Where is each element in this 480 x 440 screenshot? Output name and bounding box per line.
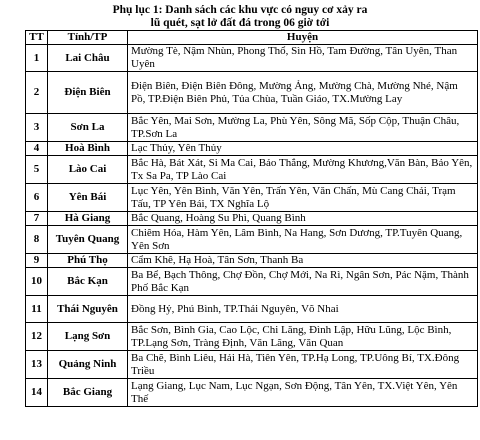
province-name: Bắc Kạn — [48, 268, 128, 296]
row-number: 10 — [26, 268, 48, 296]
table-row — [26, 72, 478, 114]
row-number: 12 — [26, 323, 48, 351]
row-number: 3 — [26, 114, 48, 142]
header-tinh: Tỉnh/TP — [48, 31, 128, 45]
table-row — [26, 184, 478, 212]
table-row — [26, 323, 478, 351]
province-name: Lai Châu — [48, 45, 128, 72]
table-row — [26, 254, 478, 268]
district-list: Bắc Hà, Bát Xát, Si Ma Cai, Bảo Thắng, Mường Khương,Văn Bàn, Bảo Yên, Tx Sa Pa, TP Lào Cai — [128, 156, 478, 184]
row-number: 4 — [26, 142, 48, 156]
district-list: Bắc Quang, Hoàng Su Phì, Quang Bình — [128, 212, 478, 226]
row-number: 1 — [26, 45, 48, 72]
province-name: Hoà Bình — [48, 142, 128, 156]
province-name: Lào Cai — [48, 156, 128, 184]
table-row — [26, 156, 478, 184]
row-number: 11 — [26, 296, 48, 323]
row-number: 2 — [26, 72, 48, 114]
table-row — [26, 142, 478, 156]
district-list: Đồng Hỷ, Phú Bình, TP.Thái Nguyên, Võ Nhai — [128, 296, 478, 323]
header-huyen: Huyện — [128, 31, 478, 45]
province-name: Phú Thọ — [48, 254, 128, 268]
row-number: 6 — [26, 184, 48, 212]
risk-area-table — [25, 30, 478, 407]
table-row — [26, 226, 478, 254]
table-row — [26, 296, 478, 323]
province-name: Lạng Sơn — [48, 323, 128, 351]
district-list: Ba Chẽ, Bình Liêu, Hải Hà, Tiên Yên, TP.Hạ Long, TP.Uông Bí, TX.Đông Triều — [128, 351, 478, 379]
province-name: Tuyên Quang — [48, 226, 128, 254]
district-list: Điện Biên, Điện Biên Đông, Mường Ảng, Mường Chà, Mường Nhé, Nậm Pồ, TP.Điện Biên Phủ, Tủa Chùa, Tuần Giáo, TX.Mường Lay — [128, 72, 478, 114]
table-row — [26, 379, 478, 407]
row-number: 9 — [26, 254, 48, 268]
district-list: Ba Bể, Bạch Thông, Chợ Đồn, Chợ Mới, Na Rì, Ngân Sơn, Pác Nặm, Thành Phố Bắc Kạn — [128, 268, 478, 296]
province-name: Quảng Ninh — [48, 351, 128, 379]
document-title — [0, 0, 480, 27]
row-number: 13 — [26, 351, 48, 379]
district-list: Lạc Thủy, Yên Thủy — [128, 142, 478, 156]
province-name: Sơn La — [48, 114, 128, 142]
row-number: 14 — [26, 379, 48, 407]
district-list: Bắc Yên, Mai Sơn, Mường La, Phù Yên, Sông Mã, Sốp Cộp, Thuận Châu, TP.Sơn La — [128, 114, 478, 142]
province-name: Yên Bái — [48, 184, 128, 212]
table-row — [26, 268, 478, 296]
district-list: Lạng Giang, Lục Nam, Lục Ngạn, Sơn Động, Tân Yên, TX.Việt Yên, Yên Thế — [128, 379, 478, 407]
header-tt: TT — [26, 31, 48, 45]
district-list: Lục Yên, Yên Bình, Văn Yên, Trấn Yên, Văn Chấn, Mù Cang Chải, Trạm Tấu, TP Yên Bái, TX Nghĩa Lộ — [128, 184, 478, 212]
table-header-row — [26, 31, 478, 45]
table-row — [26, 114, 478, 142]
district-list: Bắc Sơn, Bình Gia, Cao Lộc, Chi Lăng, Đình Lập, Hữu Lũng, Lộc Bình, TP.Lạng Sơn, Tràng Định, Văn Lãng, Văn Quan — [128, 323, 478, 351]
province-name: Bắc Giang — [48, 379, 128, 407]
district-list: Mường Tè, Nậm Nhùn, Phong Thổ, Sìn Hồ, Tam Đường, Tân Uyên, Than Uyên — [128, 45, 478, 72]
title-line-2: lũ quét, sạt lở đất đá trong 06 giờ tới — [150, 17, 330, 29]
district-list: Cẩm Khê, Hạ Hoà, Tân Sơn, Thanh Ba — [128, 254, 478, 268]
province-name: Thái Nguyên — [48, 296, 128, 323]
table-row — [26, 212, 478, 226]
table-row — [26, 45, 478, 72]
table-row — [26, 351, 478, 379]
row-number: 8 — [26, 226, 48, 254]
province-name: Điện Biên — [48, 72, 128, 114]
district-list: Chiêm Hóa, Hàm Yên, Lâm Bình, Na Hang, Sơn Dương, TP.Tuyên Quang, Yên Sơn — [128, 226, 478, 254]
row-number: 5 — [26, 156, 48, 184]
province-name: Hà Giang — [48, 212, 128, 226]
row-number: 7 — [26, 212, 48, 226]
title-line-1: Phụ lục 1: Danh sách các khu vực có nguy cơ xảy ra — [112, 4, 368, 16]
